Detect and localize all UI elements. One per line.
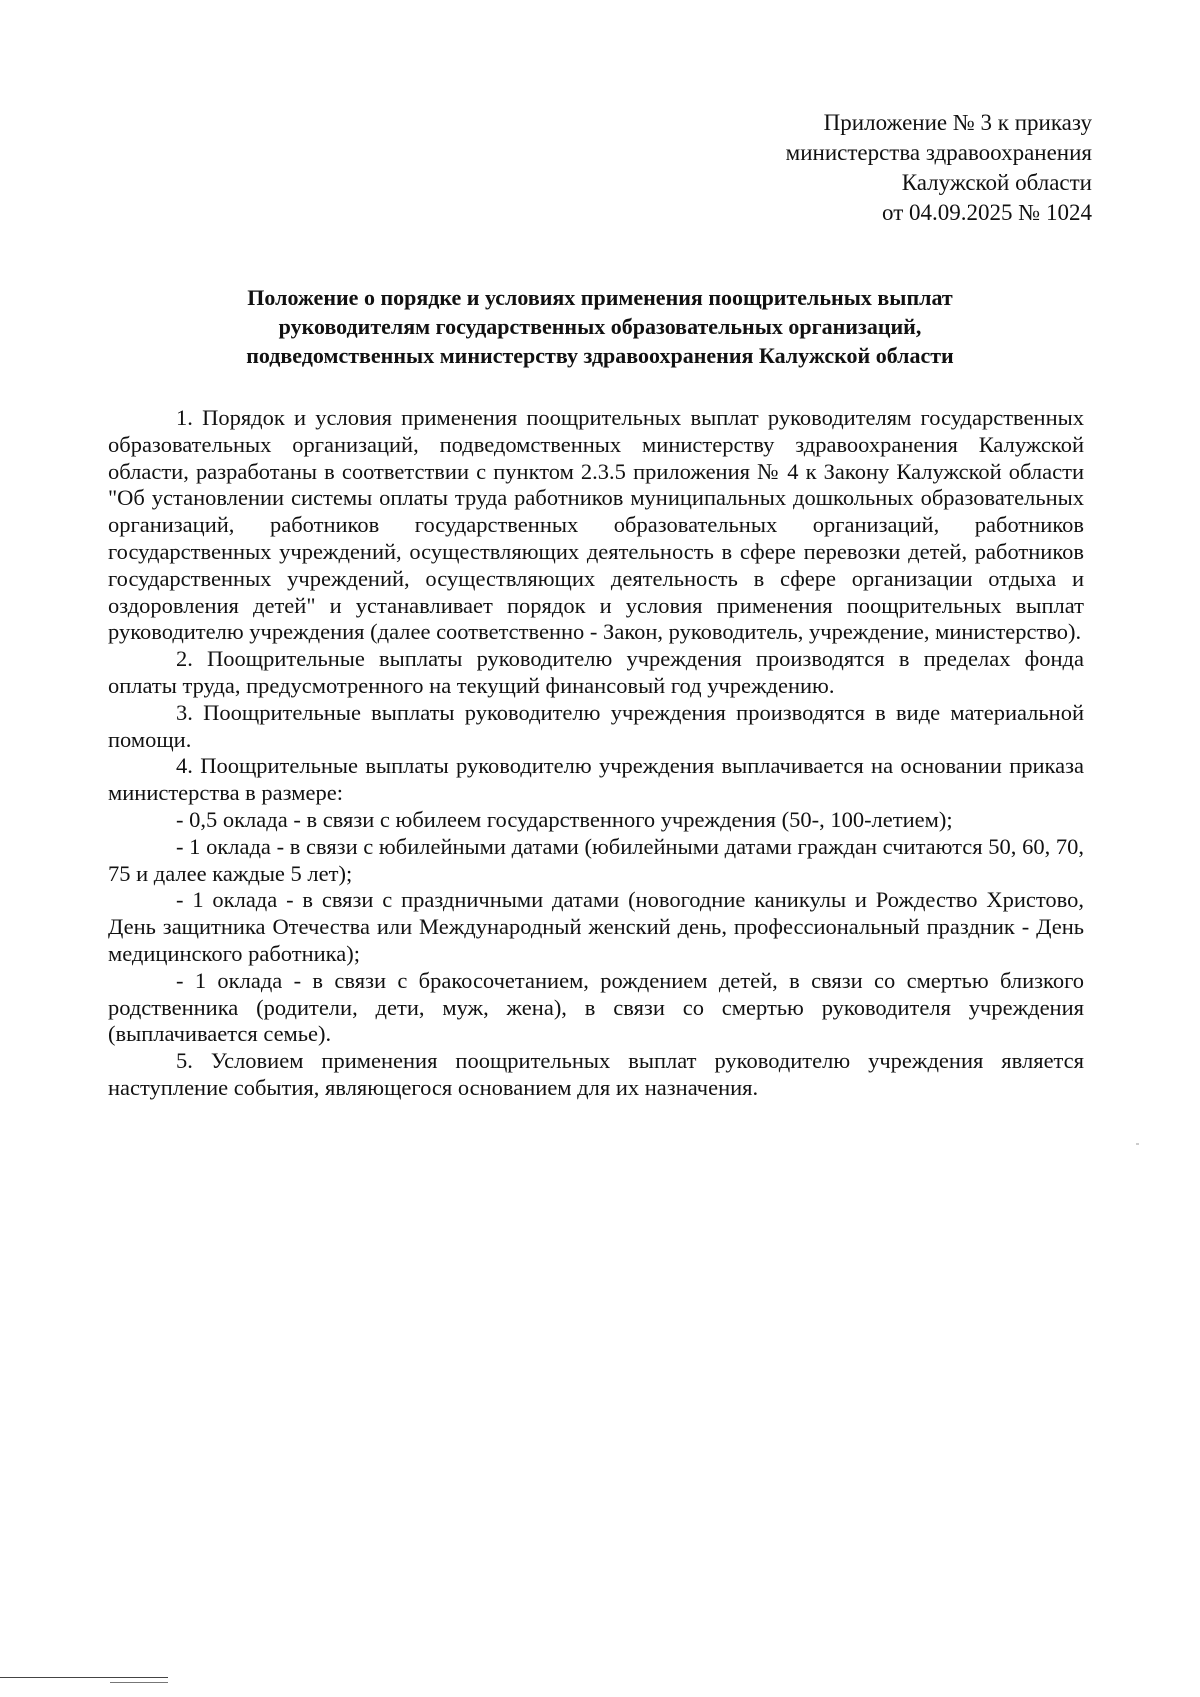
appendix-header <box>672 108 1092 228</box>
document-title-line-2: руководителям государственных образовательных организаций, <box>278 314 922 339</box>
list-item-family-events: - 1 оклада - в связи с бракосочетанием, рождением детей, в связи со смертью близкого родственника (родители, дети, муж, жена), в связи со смертью руководителя учреждения (выплачивается семье). <box>108 967 1084 1047</box>
footer-separator-line <box>0 1677 168 1678</box>
paragraph-1: 1. Порядок и условия применения поощрительных выплат руководителям государственных образовательных организаций, подведомственных министерству здравоохранения Калужской области, разработаны в соответствии с пунктом 2.3.5 приложения № 4 к Закону Калужской области "Об установлении системы оплаты труда работников муниципальных дошкольных образовательных организаций, работников государственных образовательных организаций, работников государственных учреждений, осуществляющих деятельность в сфере перевозки детей, работников государственных учреждений, осуществляющих деятельность в сфере организации отдыха и оздоровления детей" и устанавливает порядок и условия применения поощрительных выплат руководителю учреждения (далее соответственно - Закон, руководитель, учреждение, министерство). <box>108 405 1084 645</box>
document-body <box>108 405 1084 1102</box>
document-title-line-3: подведомственных министерству здравоохранения Калужской области <box>246 343 954 368</box>
document-title-line-1: Положение о порядке и условиях применения поощрительных выплат <box>247 285 953 310</box>
appendix-header-line-3: Калужской области <box>901 170 1092 195</box>
list-item-0-5-salary: - 0,5 оклада - в связи с юбилеем государственного учреждения (50-, 100-летием); <box>176 806 953 832</box>
appendix-header-line-2: министерства здравоохранения <box>785 140 1092 165</box>
paragraph-5: 5. Условием применения поощрительных выплат руководителю учреждения является наступление события, являющегося основанием для их назначения. <box>108 1048 1084 1100</box>
paragraph-2: 2. Поощрительные выплаты руководителю учреждения производятся в пределах фонда оплаты труда, предусмотренного на текущий финансовый год учреждению. <box>108 646 1084 698</box>
list-item-holiday-dates: - 1 оклада - в связи с праздничными датами (новогодние каникулы и Рождество Христово, День защитника Отечества или Международный женский день, профессиональный праздник - День медицинского работника); <box>108 887 1084 966</box>
appendix-header-line-4: от 04.09.2025 № 1024 <box>882 200 1092 225</box>
appendix-header-line-1: Приложение № 3 к приказу <box>823 110 1092 135</box>
paragraph-4: 4. Поощрительные выплаты руководителю учреждения выплачивается на основании приказа министерства в размере: <box>108 753 1084 806</box>
document-title <box>108 283 1092 370</box>
scan-artifact <box>1136 1143 1139 1145</box>
footer-separator-line-short <box>110 1682 168 1683</box>
paragraph-3: 3. Поощрительные выплаты руководителю учреждения производятся в виде материальной помощи. <box>108 699 1084 752</box>
list-item-anniversary-dates: - 1 оклада - в связи с юбилейными датами (юбилейными датами граждан считаются 50, 60, 70, 75 и далее каждые 5 лет); <box>108 833 1084 886</box>
